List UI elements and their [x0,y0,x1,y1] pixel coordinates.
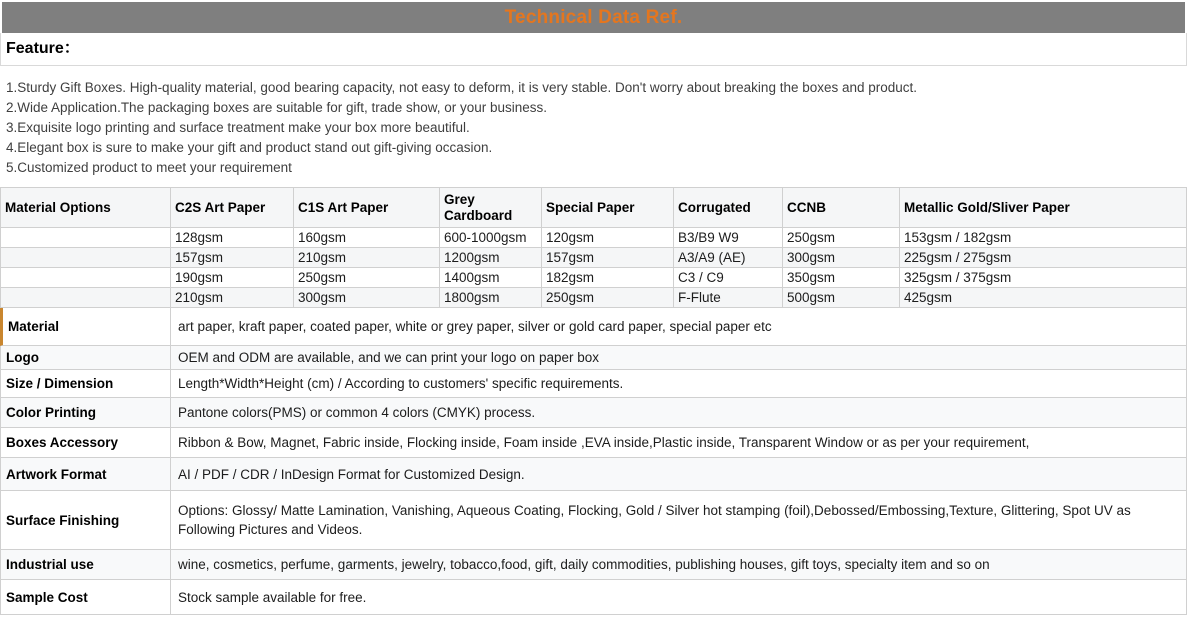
table-cell: 1800gsm [440,288,542,308]
feature-item: 2.Wide Application.The packaging boxes are suitable for gift, trade show, or your business. [6,100,548,115]
col-header-ccnb: CCNB [783,188,900,228]
spec-label: Color Printing [1,398,171,427]
spec-row-material [0,308,1187,346]
col-header-material-options: Material Options [1,188,171,228]
table-row [1,248,1187,268]
table-cell: 225gsm / 275gsm [900,248,1187,268]
spec-label: Boxes Accessory [1,428,171,457]
table-cell: 300gsm [783,248,900,268]
technical-data-page [0,2,1187,622]
table-cell: 600-1000gsm [440,228,542,248]
spec-value: OEM and ODM are available, and we can print your logo on paper box [178,350,599,365]
table-cell: 500gsm [783,288,900,308]
table-cell: 157gsm [171,248,294,268]
table-cell: 210gsm [171,288,294,308]
spec-row-size-dimension [0,370,1187,398]
table-cell: 153gsm / 182gsm [900,228,1187,248]
material-header-row [1,188,1187,228]
table-cell: 210gsm [294,248,440,268]
table-cell: 300gsm [294,288,440,308]
col-header-metallic-paper: Metallic Gold/Sliver Paper [900,188,1187,228]
table-cell: 190gsm [171,268,294,288]
table-cell: 1400gsm [440,268,542,288]
spec-label: Sample Cost [1,580,171,614]
table-cell [1,228,171,248]
table-row [1,228,1187,248]
spec-label: Material [3,308,171,345]
feature-heading: Feature： [0,33,1187,66]
spec-label: Logo [1,346,171,369]
spec-row-surface-finishing [0,491,1187,550]
table-cell [1,268,171,288]
spec-value: art paper, kraft paper, coated paper, white or grey paper, silver or gold card paper, special paper etc [178,319,772,334]
feature-item: 5.Customized product to meet your requirement [6,160,292,175]
feature-item: 4.Elegant box is sure to make your gift and product stand out gift-giving occasion. [6,140,493,155]
spec-label: Surface Finishing [1,491,171,549]
spec-value: Pantone colors(PMS) or common 4 colors (CMYK) process. [178,405,536,420]
table-cell: A3/A9 (AE) [674,248,783,268]
table-row [1,268,1187,288]
table-cell: 120gsm [542,228,674,248]
table-cell: 250gsm [783,228,900,248]
spec-value: wine, cosmetics, perfume, garments, jewelry, tobacco,food, gift, daily commodities, publishing houses, gift toys, specialty item and so on [178,557,990,572]
spec-row-logo [0,346,1187,370]
spec-row-boxes-accessory [0,428,1187,458]
spec-label: Industrial use [1,550,171,579]
col-header-c1s-art-paper: C1S Art Paper [294,188,440,228]
spec-row-industrial-use [0,550,1187,580]
table-cell [1,248,171,268]
material-options-table [0,187,1187,308]
col-header-grey-cardboard: Grey Cardboard [440,188,542,228]
table-cell: 160gsm [294,228,440,248]
table-cell: 350gsm [783,268,900,288]
table-cell: F-Flute [674,288,783,308]
spec-row-color-printing [0,398,1187,428]
table-cell [1,288,171,308]
col-header-corrugated: Corrugated [674,188,783,228]
table-cell: 1200gsm [440,248,542,268]
table-cell: 128gsm [171,228,294,248]
table-cell: C3 / C9 [674,268,783,288]
spec-value: Stock sample available for free. [178,589,367,605]
col-header-special-paper: Special Paper [542,188,674,228]
page-title: Technical Data Ref. [504,6,683,28]
feature-item: 3.Exquisite logo printing and surface treatment make your box more beautiful. [6,120,470,135]
spec-label: Artwork Format [1,458,171,490]
spec-value: AI / PDF / CDR / InDesign Format for Customized Design. [178,466,525,482]
table-cell: 425gsm [900,288,1187,308]
feature-item: 1.Sturdy Gift Boxes. High-quality material, good bearing capacity, not easy to deform, it is very stable. Don't worry about breaking the boxes and product. [6,80,918,95]
table-cell: 157gsm [542,248,674,268]
table-cell: 325gsm / 375gsm [900,268,1187,288]
spec-row-artwork-format [0,458,1187,491]
title-bar [2,2,1185,33]
spec-rows [0,308,1187,615]
table-cell: 250gsm [542,288,674,308]
spec-label: Size / Dimension [1,370,171,397]
spec-value: Ribbon & Bow, Magnet, Fabric inside, Flocking inside, Foam inside ,EVA inside,Plastic inside, Transparent Window or as per your requirement, [178,435,1030,450]
spec-value: Options: Glossy/ Matte Lamination, Vanishing, Aqueous Coating, Flocking, Gold / Silver hot stamping (foil),Debossed/Embossing,Texture, Glittering, Spot UV as Following Pictures and Videos. [178,503,1131,537]
feature-list [0,66,1187,187]
table-cell: B3/B9 W9 [674,228,783,248]
table-row [1,288,1187,308]
spec-value: Length*Width*Height (cm) / According to customers' specific requirements. [178,376,624,391]
spec-row-sample-cost [0,580,1187,615]
table-cell: 182gsm [542,268,674,288]
table-cell: 250gsm [294,268,440,288]
col-header-c2s-art-paper: C2S Art Paper [171,188,294,228]
